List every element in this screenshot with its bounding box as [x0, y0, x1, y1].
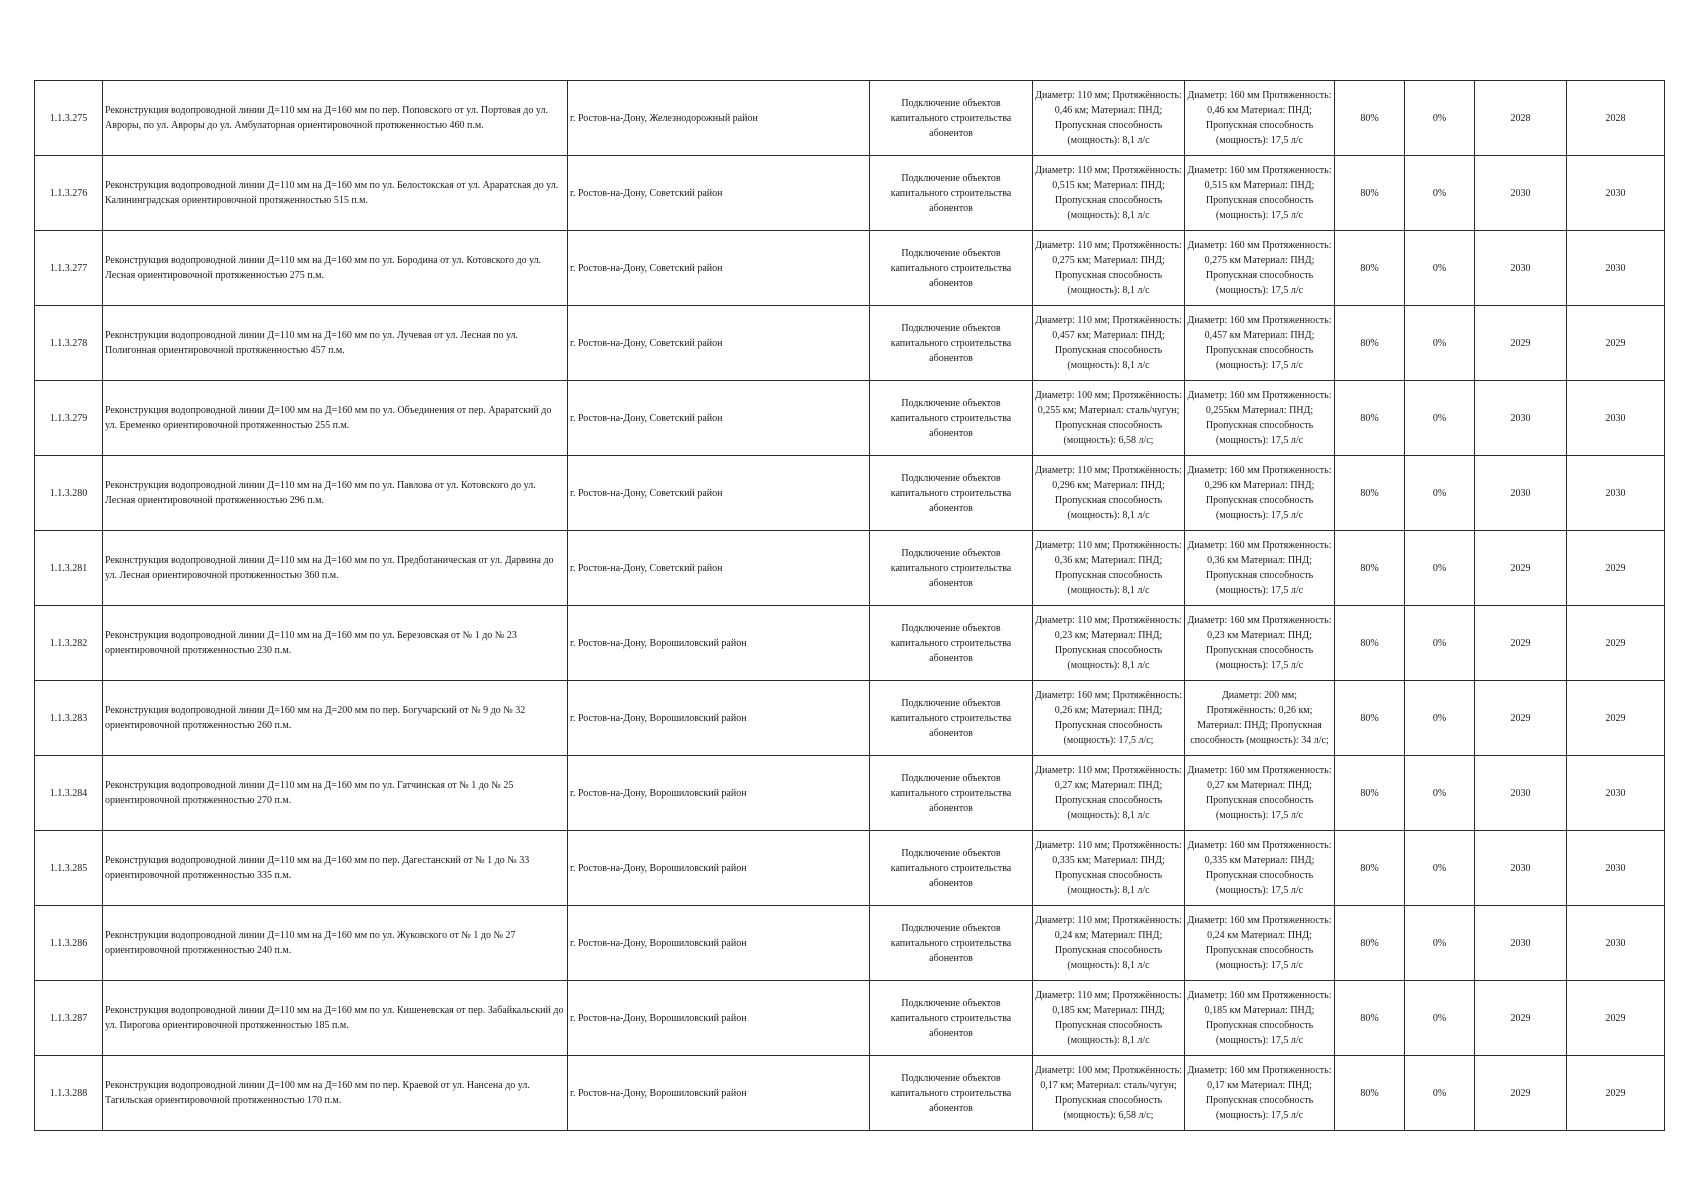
- specs-after: Диаметр: 200 мм; Протяжённость: 0,26 км; Материал: ПНД; Пропускная способность (мощность): 34 л/с;: [1185, 681, 1335, 756]
- wear-percent: 80%: [1335, 606, 1405, 681]
- row-number: 1.1.3.285: [35, 831, 103, 906]
- start-year: 2029: [1475, 1056, 1567, 1131]
- table-row: [35, 306, 1665, 381]
- specs-after: Диаметр: 160 мм Протяженность: 0,185 км Материал: ПНД; Пропускная способность (мощность): 17,5 л/с: [1185, 981, 1335, 1056]
- row-number: 1.1.3.281: [35, 531, 103, 606]
- wear-percent: 80%: [1335, 681, 1405, 756]
- project-purpose: Подключение объектов капитального строительства абонентов: [870, 681, 1033, 756]
- project-address: г. Ростов-на-Дону, Советский район: [568, 531, 870, 606]
- project-address: г. Ростов-на-Дону, Советский район: [568, 231, 870, 306]
- end-year: 2029: [1567, 981, 1665, 1056]
- project-description: Реконструкция водопроводной линии Д=160 мм на Д=200 мм по пер. Богучарский от № 9 до № 32 ориентировочной протяженностью 260 п.м.: [103, 681, 568, 756]
- project-description: Реконструкция водопроводной линии Д=110 мм на Д=160 мм по ул. Лучевая от ул. Лесная по ул. Полигонная ориентировочной протяженностью 457 п.м.: [103, 306, 568, 381]
- specs-before: Диаметр: 110 мм; Протяжённость: 0,515 км; Материал: ПНД; Пропускная способность (мощность): 8,1 л/с: [1033, 156, 1185, 231]
- specs-before: Диаметр: 100 мм; Протяжённость: 0,255 км; Материал: сталь/чугун; Пропускная способность (мощность): 6,58 л/с;: [1033, 381, 1185, 456]
- row-number: 1.1.3.287: [35, 981, 103, 1056]
- end-year: 2030: [1567, 381, 1665, 456]
- project-description: Реконструкция водопроводной линии Д=110 мм на Д=160 мм по ул. Белостокская от ул. Араратская до ул. Калининградская ориентировочной протяженностью 515 п.м.: [103, 156, 568, 231]
- project-address: г. Ростов-на-Дону, Советский район: [568, 156, 870, 231]
- start-year: 2030: [1475, 906, 1567, 981]
- wear-percent: 80%: [1335, 981, 1405, 1056]
- infrastructure-table: [34, 80, 1665, 1131]
- wear-after-percent: 0%: [1405, 981, 1475, 1056]
- specs-before: Диаметр: 110 мм; Протяжённость: 0,296 км; Материал: ПНД; Пропускная способность (мощность): 8,1 л/с: [1033, 456, 1185, 531]
- wear-percent: 80%: [1335, 1056, 1405, 1131]
- end-year: 2030: [1567, 906, 1665, 981]
- wear-percent: 80%: [1335, 156, 1405, 231]
- project-purpose: Подключение объектов капитального строительства абонентов: [870, 756, 1033, 831]
- project-purpose: Подключение объектов капитального строительства абонентов: [870, 306, 1033, 381]
- project-purpose: Подключение объектов капитального строительства абонентов: [870, 831, 1033, 906]
- start-year: 2028: [1475, 81, 1567, 156]
- end-year: 2029: [1567, 306, 1665, 381]
- project-description: Реконструкция водопроводной линии Д=110 мм на Д=160 мм по ул. Жуковского от № 1 до № 27 ориентировочной протяженностью 240 п.м.: [103, 906, 568, 981]
- specs-before: Диаметр: 110 мм; Протяжённость: 0,335 км; Материал: ПНД; Пропускная способность (мощность): 8,1 л/с: [1033, 831, 1185, 906]
- table-row: [35, 756, 1665, 831]
- specs-after: Диаметр: 160 мм Протяженность: 0,296 км Материал: ПНД; Пропускная способность (мощность): 17,5 л/с: [1185, 456, 1335, 531]
- project-purpose: Подключение объектов капитального строительства абонентов: [870, 1056, 1033, 1131]
- table-row: [35, 981, 1665, 1056]
- table-row: [35, 1056, 1665, 1131]
- project-address: г. Ростов-на-Дону, Советский район: [568, 306, 870, 381]
- specs-before: Диаметр: 110 мм; Протяжённость: 0,185 км; Материал: ПНД; Пропускная способность (мощность): 8,1 л/с: [1033, 981, 1185, 1056]
- wear-percent: 80%: [1335, 81, 1405, 156]
- table-row: [35, 381, 1665, 456]
- row-number: 1.1.3.284: [35, 756, 103, 831]
- wear-percent: 80%: [1335, 756, 1405, 831]
- row-number: 1.1.3.286: [35, 906, 103, 981]
- project-address: г. Ростов-на-Дону, Ворошиловский район: [568, 756, 870, 831]
- project-address: г. Ростов-на-Дону, Ворошиловский район: [568, 981, 870, 1056]
- table-row: [35, 231, 1665, 306]
- specs-after: Диаметр: 160 мм Протяженность: 0,23 км Материал: ПНД; Пропускная способность (мощность): 17,5 л/с: [1185, 606, 1335, 681]
- wear-percent: 80%: [1335, 306, 1405, 381]
- project-description: Реконструкция водопроводной линии Д=110 мм на Д=160 мм по ул. Кишеневская от пер. Забайкальский до ул. Пирогова ориентировочной протяженностью 185 п.м.: [103, 981, 568, 1056]
- row-number: 1.1.3.280: [35, 456, 103, 531]
- specs-before: Диаметр: 110 мм; Протяжённость: 0,27 км; Материал: ПНД; Пропускная способность (мощность): 8,1 л/с: [1033, 756, 1185, 831]
- wear-percent: 80%: [1335, 231, 1405, 306]
- start-year: 2030: [1475, 156, 1567, 231]
- start-year: 2030: [1475, 756, 1567, 831]
- specs-before: Диаметр: 110 мм; Протяжённость: 0,23 км; Материал: ПНД; Пропускная способность (мощность): 8,1 л/с: [1033, 606, 1185, 681]
- start-year: 2029: [1475, 681, 1567, 756]
- wear-after-percent: 0%: [1405, 306, 1475, 381]
- start-year: 2030: [1475, 381, 1567, 456]
- table-row: [35, 156, 1665, 231]
- specs-after: Диаметр: 160 мм Протяженность: 0,457 км Материал: ПНД; Пропускная способность (мощность): 17,5 л/с: [1185, 306, 1335, 381]
- project-purpose: Подключение объектов капитального строительства абонентов: [870, 381, 1033, 456]
- project-purpose: Подключение объектов капитального строительства абонентов: [870, 231, 1033, 306]
- wear-after-percent: 0%: [1405, 906, 1475, 981]
- end-year: 2030: [1567, 456, 1665, 531]
- end-year: 2030: [1567, 756, 1665, 831]
- project-description: Реконструкция водопроводной линии Д=110 мм на Д=160 мм по пер. Дагестанский от № 1 до № 33 ориентировочной протяженностью 335 п.м.: [103, 831, 568, 906]
- specs-before: Диаметр: 100 мм; Протяжённость: 0,17 км; Материал: сталь/чугун; Пропускная способность (мощность): 6,58 л/с;: [1033, 1056, 1185, 1131]
- end-year: 2029: [1567, 1056, 1665, 1131]
- row-number: 1.1.3.275: [35, 81, 103, 156]
- end-year: 2029: [1567, 531, 1665, 606]
- wear-after-percent: 0%: [1405, 456, 1475, 531]
- end-year: 2030: [1567, 231, 1665, 306]
- start-year: 2029: [1475, 606, 1567, 681]
- wear-after-percent: 0%: [1405, 381, 1475, 456]
- row-number: 1.1.3.283: [35, 681, 103, 756]
- specs-before: Диаметр: 110 мм; Протяжённость: 0,275 км; Материал: ПНД; Пропускная способность (мощность): 8,1 л/с: [1033, 231, 1185, 306]
- wear-after-percent: 0%: [1405, 156, 1475, 231]
- table-row: [35, 456, 1665, 531]
- specs-before: Диаметр: 110 мм; Протяжённость: 0,36 км; Материал: ПНД; Пропускная способность (мощность): 8,1 л/с: [1033, 531, 1185, 606]
- specs-after: Диаметр: 160 мм Протяженность: 0,515 км Материал: ПНД; Пропускная способность (мощность): 17,5 л/с: [1185, 156, 1335, 231]
- row-number: 1.1.3.288: [35, 1056, 103, 1131]
- start-year: 2030: [1475, 831, 1567, 906]
- project-description: Реконструкция водопроводной линии Д=110 мм на Д=160 мм по ул. Павлова от ул. Котовского до ул. Лесная ориентировочной протяженностью 296 п.м.: [103, 456, 568, 531]
- end-year: 2029: [1567, 606, 1665, 681]
- project-address: г. Ростов-на-Дону, Ворошиловский район: [568, 906, 870, 981]
- project-purpose: Подключение объектов капитального строительства абонентов: [870, 156, 1033, 231]
- end-year: 2029: [1567, 681, 1665, 756]
- wear-after-percent: 0%: [1405, 531, 1475, 606]
- project-purpose: Подключение объектов капитального строительства абонентов: [870, 906, 1033, 981]
- project-description: Реконструкция водопроводной линии Д=110 мм на Д=160 мм по ул. Гатчинская от № 1 до № 25 ориентировочной протяженностью 270 п.м.: [103, 756, 568, 831]
- wear-percent: 80%: [1335, 831, 1405, 906]
- row-number: 1.1.3.279: [35, 381, 103, 456]
- specs-after: Диаметр: 160 мм Протяженность: 0,335 км Материал: ПНД; Пропускная способность (мощность): 17,5 л/с: [1185, 831, 1335, 906]
- table-row: [35, 681, 1665, 756]
- specs-after: Диаметр: 160 мм Протяженность: 0,275 км Материал: ПНД; Пропускная способность (мощность): 17,5 л/с: [1185, 231, 1335, 306]
- project-address: г. Ростов-на-Дону, Советский район: [568, 456, 870, 531]
- project-description: Реконструкция водопроводной линии Д=110 мм на Д=160 мм по ул. Бородина от ул. Котовского до ул. Лесная ориентировочной протяженностью 275 п.м.: [103, 231, 568, 306]
- wear-after-percent: 0%: [1405, 756, 1475, 831]
- start-year: 2029: [1475, 531, 1567, 606]
- project-description: Реконструкция водопроводной линии Д=110 мм на Д=160 мм по пер. Поповского от ул. Портовая до ул. Авроры, по ул. Авроры до ул. Амбулаторная ориентировочной протяженностью 460 п.м.: [103, 81, 568, 156]
- row-number: 1.1.3.277: [35, 231, 103, 306]
- project-address: г. Ростов-на-Дону, Ворошиловский район: [568, 606, 870, 681]
- project-address: г. Ростов-на-Дону, Ворошиловский район: [568, 831, 870, 906]
- specs-before: Диаметр: 110 мм; Протяжённость: 0,24 км; Материал: ПНД; Пропускная способность (мощность): 8,1 л/с: [1033, 906, 1185, 981]
- wear-after-percent: 0%: [1405, 606, 1475, 681]
- project-address: г. Ростов-на-Дону, Ворошиловский район: [568, 681, 870, 756]
- project-description: Реконструкция водопроводной линии Д=100 мм на Д=160 мм по пер. Краевой от ул. Нансена до ул. Тагильская ориентировочной протяженностью 170 п.м.: [103, 1056, 568, 1131]
- specs-before: Диаметр: 110 мм; Протяжённость: 0,46 км; Материал: ПНД; Пропускная способность (мощность): 8,1 л/с: [1033, 81, 1185, 156]
- start-year: 2029: [1475, 306, 1567, 381]
- wear-after-percent: 0%: [1405, 81, 1475, 156]
- row-number: 1.1.3.276: [35, 156, 103, 231]
- wear-after-percent: 0%: [1405, 831, 1475, 906]
- table-row: [35, 831, 1665, 906]
- project-description: Реконструкция водопроводной линии Д=110 мм на Д=160 мм по ул. Березовская от № 1 до № 23 ориентировочной протяженностью 230 п.м.: [103, 606, 568, 681]
- project-purpose: Подключение объектов капитального строительства абонентов: [870, 456, 1033, 531]
- start-year: 2030: [1475, 231, 1567, 306]
- row-number: 1.1.3.282: [35, 606, 103, 681]
- specs-before: Диаметр: 110 мм; Протяжённость: 0,457 км; Материал: ПНД; Пропускная способность (мощность): 8,1 л/с: [1033, 306, 1185, 381]
- table-row: [35, 606, 1665, 681]
- specs-after: Диаметр: 160 мм Протяженность: 0,46 км Материал: ПНД; Пропускная способность (мощность): 17,5 л/с: [1185, 81, 1335, 156]
- specs-after: Диаметр: 160 мм Протяженность: 0,36 км Материал: ПНД; Пропускная способность (мощность): 17,5 л/с: [1185, 531, 1335, 606]
- row-number: 1.1.3.278: [35, 306, 103, 381]
- start-year: 2029: [1475, 981, 1567, 1056]
- specs-after: Диаметр: 160 мм Протяженность: 0,24 км Материал: ПНД; Пропускная способность (мощность): 17,5 л/с: [1185, 906, 1335, 981]
- project-address: г. Ростов-на-Дону, Советский район: [568, 381, 870, 456]
- project-description: Реконструкция водопроводной линии Д=100 мм на Д=160 мм по ул. Объединения от пер. Араратский до ул. Еременко ориентировочной протяженностью 255 п.м.: [103, 381, 568, 456]
- wear-percent: 80%: [1335, 531, 1405, 606]
- table-row: [35, 531, 1665, 606]
- wear-percent: 80%: [1335, 906, 1405, 981]
- specs-after: Диаметр: 160 мм Протяженность: 0,27 км Материал: ПНД; Пропускная способность (мощность): 17,5 л/с: [1185, 756, 1335, 831]
- wear-after-percent: 0%: [1405, 1056, 1475, 1131]
- specs-after: Диаметр: 160 мм Протяженность: 0,17 км Материал: ПНД; Пропускная способность (мощность): 17,5 л/с: [1185, 1056, 1335, 1131]
- start-year: 2030: [1475, 456, 1567, 531]
- wear-after-percent: 0%: [1405, 681, 1475, 756]
- project-purpose: Подключение объектов капитального строительства абонентов: [870, 981, 1033, 1056]
- table-row: [35, 906, 1665, 981]
- end-year: 2028: [1567, 81, 1665, 156]
- project-purpose: Подключение объектов капитального строительства абонентов: [870, 81, 1033, 156]
- specs-before: Диаметр: 160 мм; Протяжённость: 0,26 км; Материал: ПНД; Пропускная способность (мощность): 17,5 л/с;: [1033, 681, 1185, 756]
- project-address: г. Ростов-на-Дону, Железнодорожный район: [568, 81, 870, 156]
- end-year: 2030: [1567, 831, 1665, 906]
- table-body: [35, 81, 1665, 1131]
- project-description: Реконструкция водопроводной линии Д=110 мм на Д=160 мм по ул. Предботаническая от ул. Дарвина до ул. Лесная ориентировочной протяженностью 360 п.м.: [103, 531, 568, 606]
- table-row: [35, 81, 1665, 156]
- wear-percent: 80%: [1335, 456, 1405, 531]
- wear-percent: 80%: [1335, 381, 1405, 456]
- project-address: г. Ростов-на-Дону, Ворошиловский район: [568, 1056, 870, 1131]
- end-year: 2030: [1567, 156, 1665, 231]
- project-purpose: Подключение объектов капитального строительства абонентов: [870, 531, 1033, 606]
- project-purpose: Подключение объектов капитального строительства абонентов: [870, 606, 1033, 681]
- specs-after: Диаметр: 160 мм Протяженность: 0,255км Материал: ПНД; Пропускная способность (мощность): 17,5 л/с: [1185, 381, 1335, 456]
- wear-after-percent: 0%: [1405, 231, 1475, 306]
